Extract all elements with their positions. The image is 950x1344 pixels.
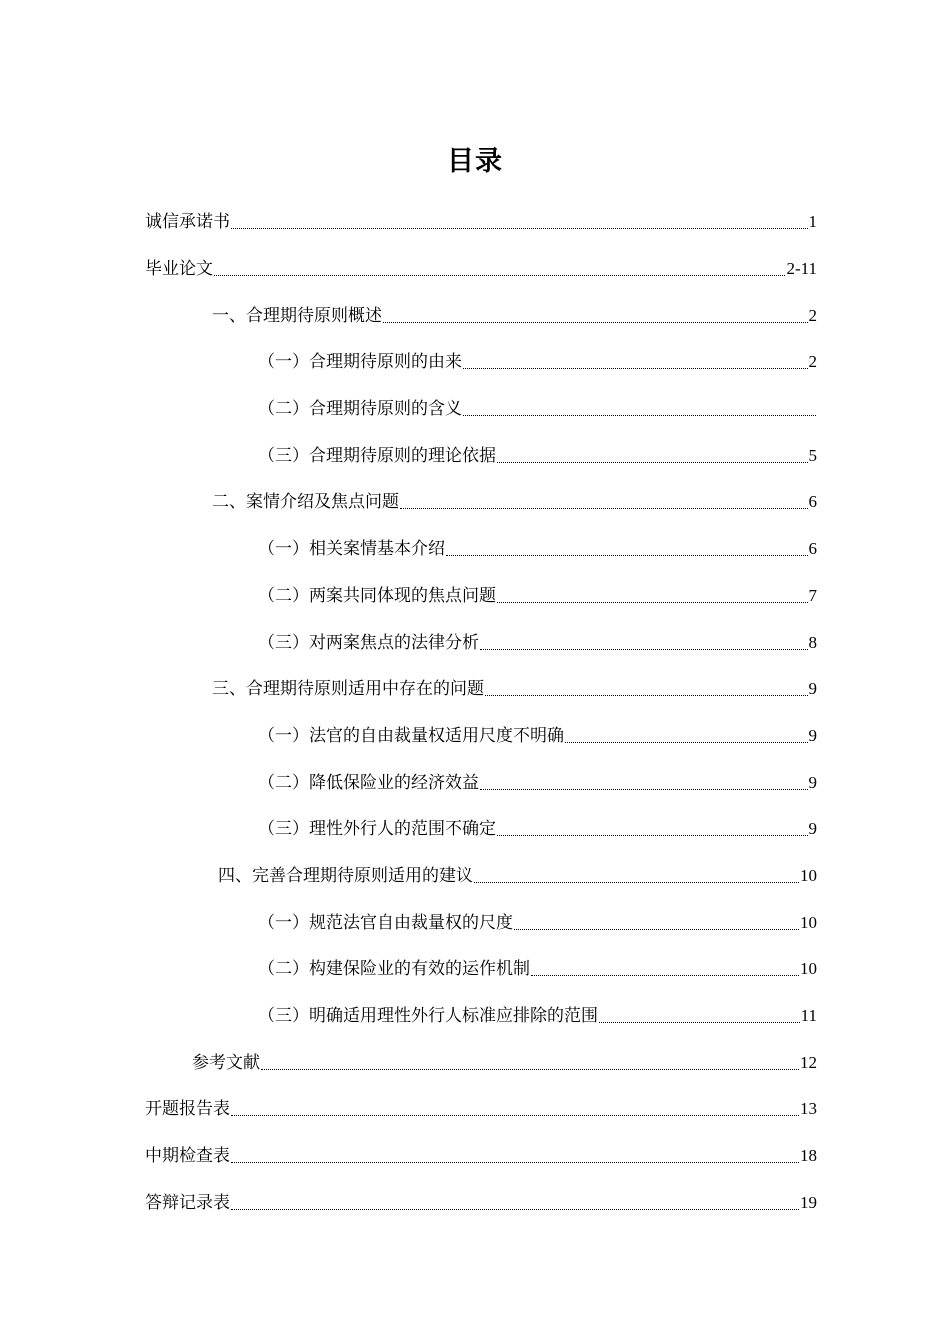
toc-entry-page-number: 10 xyxy=(800,865,817,885)
toc-entry[interactable] xyxy=(0,199,950,246)
toc-entry-label: （二）两案共同体现的焦点问题 xyxy=(258,585,496,606)
toc-entry-label: （三）对两案焦点的法律分析 xyxy=(258,632,479,653)
dot-leader xyxy=(480,771,808,795)
dot-leader xyxy=(383,304,808,328)
dot-leader xyxy=(231,1097,799,1121)
toc-entry[interactable] xyxy=(0,1039,950,1086)
toc-entry-label: 参考文献 xyxy=(192,1052,260,1073)
toc-entry[interactable] xyxy=(0,573,950,620)
toc-entry[interactable] xyxy=(0,666,950,713)
dot-leader xyxy=(231,210,808,234)
toc-entry[interactable] xyxy=(0,713,950,760)
toc-entry-page-number: 7 xyxy=(808,585,817,605)
toc-entry-page-number: 2 xyxy=(808,305,817,325)
dot-leader xyxy=(261,1051,799,1075)
dot-leader xyxy=(497,584,808,608)
toc-entry-label: （三）合理期待原则的理论依据 xyxy=(258,445,496,466)
dot-leader xyxy=(446,537,808,561)
toc-entry-page-number: 10 xyxy=(800,959,817,979)
toc-entry[interactable] xyxy=(0,1086,950,1133)
toc-entry[interactable] xyxy=(0,619,950,666)
toc-entry-label: 毕业论文 xyxy=(145,259,213,280)
toc-entry[interactable] xyxy=(0,386,950,433)
toc-entry-page-number: 8 xyxy=(808,632,817,652)
dot-leader xyxy=(485,677,808,701)
toc-entry[interactable] xyxy=(0,1133,950,1180)
dot-leader xyxy=(474,864,799,888)
dot-leader xyxy=(514,911,799,935)
toc-entry-page-number: 9 xyxy=(808,725,817,745)
dot-leader xyxy=(531,957,799,981)
toc-entry[interactable] xyxy=(0,339,950,386)
toc-entry[interactable] xyxy=(0,526,950,573)
toc-entry-label: 中期检查表 xyxy=(145,1146,230,1167)
toc-entry-label: （一）合理期待原则的由来 xyxy=(258,352,462,373)
toc-entry-label: 二、案情介绍及焦点问题 xyxy=(212,492,399,513)
toc-entry-label: （一）规范法官自由裁量权的尺度 xyxy=(258,912,513,933)
dot-leader xyxy=(480,631,808,655)
toc-entry-page-number: 9 xyxy=(808,819,817,839)
toc-entry-page-number: 5 xyxy=(808,445,817,465)
toc-entry-label: 三、合理期待原则适用中存在的问题 xyxy=(212,679,484,700)
toc-entry-page-number: 12 xyxy=(800,1052,817,1072)
toc-entry-page-number: 13 xyxy=(800,1099,817,1119)
toc-entry-page-number: 10 xyxy=(800,912,817,932)
toc-entry[interactable] xyxy=(0,993,950,1040)
toc-entry-label: 诚信承诺书 xyxy=(145,212,230,233)
toc-entry-page-number: 6 xyxy=(808,492,817,512)
toc-entry[interactable] xyxy=(0,479,950,526)
toc-entry[interactable] xyxy=(0,899,950,946)
dot-leader xyxy=(463,397,816,421)
toc-title: 目录 xyxy=(447,146,503,177)
dot-leader xyxy=(231,1191,799,1215)
toc-entry[interactable] xyxy=(0,1179,950,1226)
toc-entry-label: （二）合理期待原则的含义 xyxy=(258,399,462,420)
toc-entry-label: 一、合理期待原则概述 xyxy=(212,305,382,326)
toc-entry-page-number: 9 xyxy=(808,679,817,699)
dot-leader xyxy=(463,350,808,374)
toc-entry-label: 答辩记录表 xyxy=(145,1192,230,1213)
toc-entry-label: （二）降低保险业的经济效益 xyxy=(258,772,479,793)
dot-leader xyxy=(400,490,808,514)
toc-entry-page-number: 2 xyxy=(808,352,817,372)
toc-entry-label: （三）明确适用理性外行人标准应排除的范围 xyxy=(258,1006,598,1027)
dot-leader xyxy=(497,444,808,468)
toc-entry-page-number: 1 xyxy=(808,212,817,232)
toc-entry[interactable] xyxy=(0,432,950,479)
toc-entry[interactable] xyxy=(0,246,950,293)
dot-leader xyxy=(565,724,808,748)
toc-entry[interactable] xyxy=(0,292,950,339)
dot-leader xyxy=(214,257,785,281)
toc-entry-label: 开题报告表 xyxy=(145,1099,230,1120)
toc-entry[interactable] xyxy=(0,946,950,993)
toc-entry[interactable] xyxy=(0,853,950,900)
toc-entry-page-number: 19 xyxy=(800,1192,817,1212)
dot-leader xyxy=(599,1004,800,1028)
toc-entry[interactable] xyxy=(0,759,950,806)
toc-entry-page-number: 2-11 xyxy=(786,259,817,279)
toc-entry-label: （一）相关案情基本介绍 xyxy=(258,539,445,560)
dot-leader xyxy=(231,1144,799,1168)
toc-entry-label: （二）构建保险业的有效的运作机制 xyxy=(258,959,530,980)
toc-entry-label: 四、完善合理期待原则适用的建议 xyxy=(218,865,473,886)
toc-entry-page-number: 6 xyxy=(808,539,817,559)
toc-entry-page-number: 11 xyxy=(800,1006,817,1026)
toc-entry[interactable] xyxy=(0,806,950,853)
toc-list xyxy=(0,199,950,1226)
toc-entry-page-number: 9 xyxy=(808,772,817,792)
toc-entry-page-number: 18 xyxy=(800,1146,817,1166)
dot-leader xyxy=(497,817,808,841)
toc-entry-label: （一）法官的自由裁量权适用尺度不明确 xyxy=(258,725,564,746)
toc-entry-label: （三）理性外行人的范围不确定 xyxy=(258,819,496,840)
